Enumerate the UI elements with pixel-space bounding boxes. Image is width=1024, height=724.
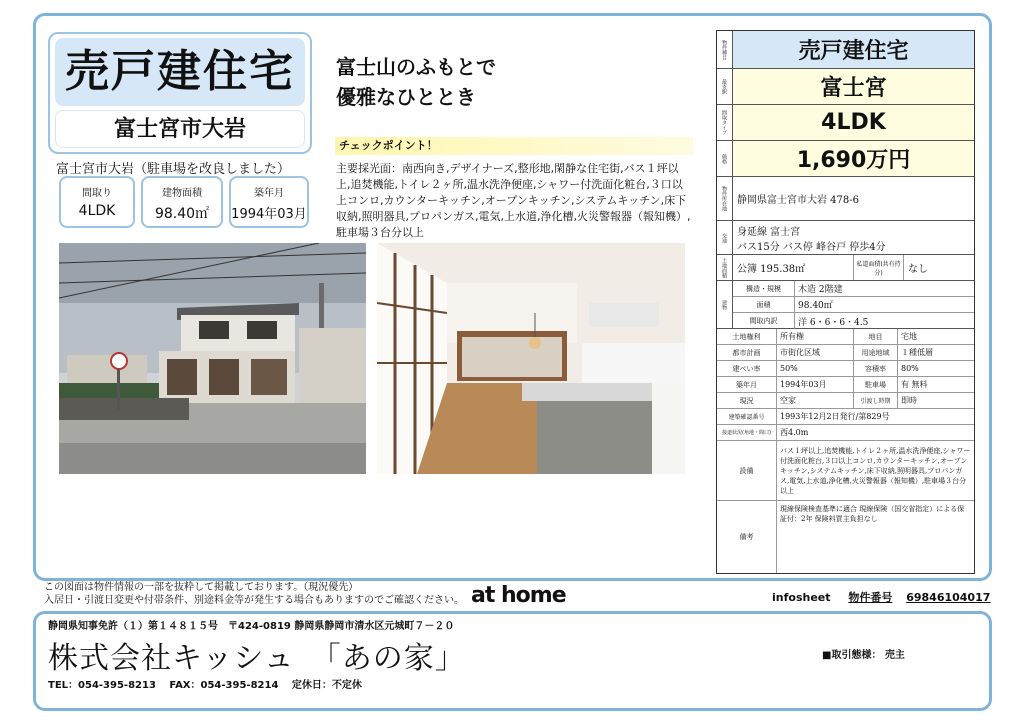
location: 静岡県富士宮市大岩 478-6 [737, 195, 860, 206]
disclaimer-line: 入居日・引渡日変更や付帯条件、別途料金等が発生する場合もありますのでご確認ください。 [44, 595, 464, 606]
field-label: 土地権利 [717, 329, 777, 344]
property-number: 69846104017 [906, 591, 991, 604]
field-label: 構造・規模 [733, 281, 795, 296]
layout-type: 4LDK [733, 105, 974, 140]
nearest-station: 富士宮 [733, 69, 974, 104]
field-label: 間取内訳 [733, 313, 795, 329]
field-label: 用途地域 [854, 345, 898, 360]
floor-area-ratio: 80% [901, 364, 919, 373]
built-date: 1994年03月 [777, 377, 854, 392]
field-label: 築年月 [717, 377, 777, 392]
building-detail [733, 281, 974, 328]
checkpoint-text: 主要採光面：南西向き,デザイナーズ,整形地,閑静な住宅街,バス１坪以上,追焚機能,トイレ２ヶ所,温水洗浄便座,シャワー付洗面化粧台,３口以上コンロ,カウンターキッチン,オープンキッチン,システムキッチン,床下収納,照明器具,プロパンガス,電気,上水道,浄化槽,火災警報器（報知機）,駐車場３台分以上 [336, 162, 691, 239]
field-label: 建築確認番号 [717, 409, 777, 424]
field-label: 私道面積(共有持分) [854, 255, 904, 280]
property-type-title: 売戸建住宅 [55, 38, 305, 106]
checkpoint-heading: チェックポイント！ [335, 137, 693, 155]
row-building [717, 281, 974, 329]
building-subrow [733, 297, 974, 313]
spec-label: 間取り [82, 188, 112, 199]
field-label: 接道状況(角地・間口) [717, 425, 777, 440]
disclaimer-line: この図面は物件情報の一部を抜粋して掲載しております。（現況優先） [44, 582, 359, 593]
price: 1,690万円 [733, 141, 974, 176]
field-label: 現況 [717, 393, 777, 408]
land-category: 宅地 [901, 332, 917, 341]
disclaimer [44, 581, 464, 607]
row-type [717, 31, 974, 69]
field-label: 都市計画 [717, 345, 777, 360]
spec-value: 1994年03月 [231, 207, 307, 222]
property-info-panel [716, 30, 975, 574]
coverage-ratio: 50% [777, 361, 854, 376]
catch-copy [336, 52, 496, 112]
spec-layout [59, 176, 135, 228]
equipment: バス１坪以上,追焚機能,トイレ２ヶ所,温水洗浄便座,シャワー付洗面化粧台,３口以上コンロ,カウンターキッチン,オープンキッチン,システムキッチン,床下収納,照明器具,プロパンガス,電気,上水道,浄化槽,火災警報器（報知機）,駐車場３台分以上 [780, 446, 971, 495]
row-price [717, 141, 974, 177]
remarks: 現線保険検査基準に適合 現線保険（国交省指定）による保証付：2年 保険料買主負担なし [780, 505, 965, 523]
structure: 木造 2階建 [798, 285, 843, 295]
field-label: 備考 [717, 501, 777, 573]
address-note: 富士宮市大岩（駐車場を改良しました） [56, 162, 291, 177]
field-label: 交通 [717, 221, 733, 254]
traffic [733, 221, 974, 254]
room-breakdown: 洋 6・6・6・4.5 [798, 317, 869, 328]
city-title: 富士宮市大岩 [55, 110, 305, 148]
field-label: 建物 [717, 281, 733, 328]
spec-value: 4LDK [78, 203, 116, 219]
row-layout [717, 105, 974, 141]
row-confirm [717, 409, 974, 425]
traffic-line: バス15分 バス停 峰谷戸 停歩4分 [737, 241, 886, 253]
interior-photo [377, 243, 685, 474]
parking: 有 無料 [901, 380, 928, 389]
row-station [717, 69, 974, 105]
row-land [717, 255, 974, 281]
spec-value: 98.40㎡ [154, 206, 210, 222]
field-label: 間取タイプ [717, 105, 733, 140]
field-label: 面積 [733, 297, 795, 312]
spec-label: 築年月 [254, 188, 284, 199]
company-name: 株式会社キッシュ 「あの家」 [48, 641, 466, 676]
land-area: 公簿 195.38㎡ [733, 255, 854, 280]
field-label: 物件種目 [717, 31, 733, 68]
current-status: 空家 [777, 393, 854, 408]
spec-built [229, 176, 309, 228]
contact-info: TEL：054-395-8213 FAX：054-395-8214 定休日：不定休 [48, 680, 362, 691]
floor-area: 98.40㎡ [798, 301, 833, 311]
row-traffic [717, 221, 974, 255]
zoning: １種低層 [901, 348, 933, 357]
confirmation-number: 1993年12月2日発行/第829号 [780, 412, 890, 421]
private-road: なし [908, 264, 928, 275]
field-label: 設備 [717, 441, 777, 500]
field-label: 引渡し時期 [854, 393, 898, 408]
spec-floor-area [141, 176, 223, 228]
row-equipment [717, 441, 974, 501]
row-road [717, 425, 974, 441]
row-location [717, 177, 974, 221]
row-remarks [717, 501, 974, 573]
athome-logo: at home [471, 583, 566, 608]
property-type: 売戸建住宅 [733, 31, 974, 68]
infosheet-info [772, 589, 990, 605]
exterior-photo [59, 243, 366, 474]
row-built [717, 377, 974, 393]
catch-line: 富士山のふもとで [336, 55, 496, 79]
infosheet-label: infosheet [772, 591, 831, 604]
building-subrow [733, 281, 974, 297]
license-info: 静岡県知事免許（１）第１４８１５号 〒424-0819 静岡県静岡市清水区元城町７－２０ [48, 621, 455, 632]
building-subrow [733, 313, 974, 329]
field-label: 物件所在地 [717, 177, 733, 220]
spec-label: 建物面積 [162, 188, 202, 199]
city-plan: 市街化区域 [777, 345, 854, 360]
catch-line: 優雅なひととき [336, 85, 476, 109]
field-label: 容積率 [854, 361, 898, 376]
field-label: 土地面積 [717, 255, 733, 280]
road-access: 西4.0m [780, 428, 809, 437]
row-rights [717, 329, 974, 345]
row-status [717, 393, 974, 409]
row-city-plan [717, 345, 974, 361]
field-label: 地目 [854, 329, 898, 344]
field-label: 建ぺい率 [717, 361, 777, 376]
traffic-line: 身延線 富士宮 [737, 226, 801, 238]
land-rights: 所有権 [777, 329, 854, 344]
field-label: 価格 [717, 141, 733, 176]
field-label: 駐車場 [854, 377, 898, 392]
property-number-label: 物件番号 [848, 591, 893, 604]
field-label: 最寄駅 [717, 69, 733, 104]
trade-type: ■取引態様： 売主 [822, 650, 905, 661]
delivery: 即時 [901, 396, 917, 405]
row-coverage [717, 361, 974, 377]
